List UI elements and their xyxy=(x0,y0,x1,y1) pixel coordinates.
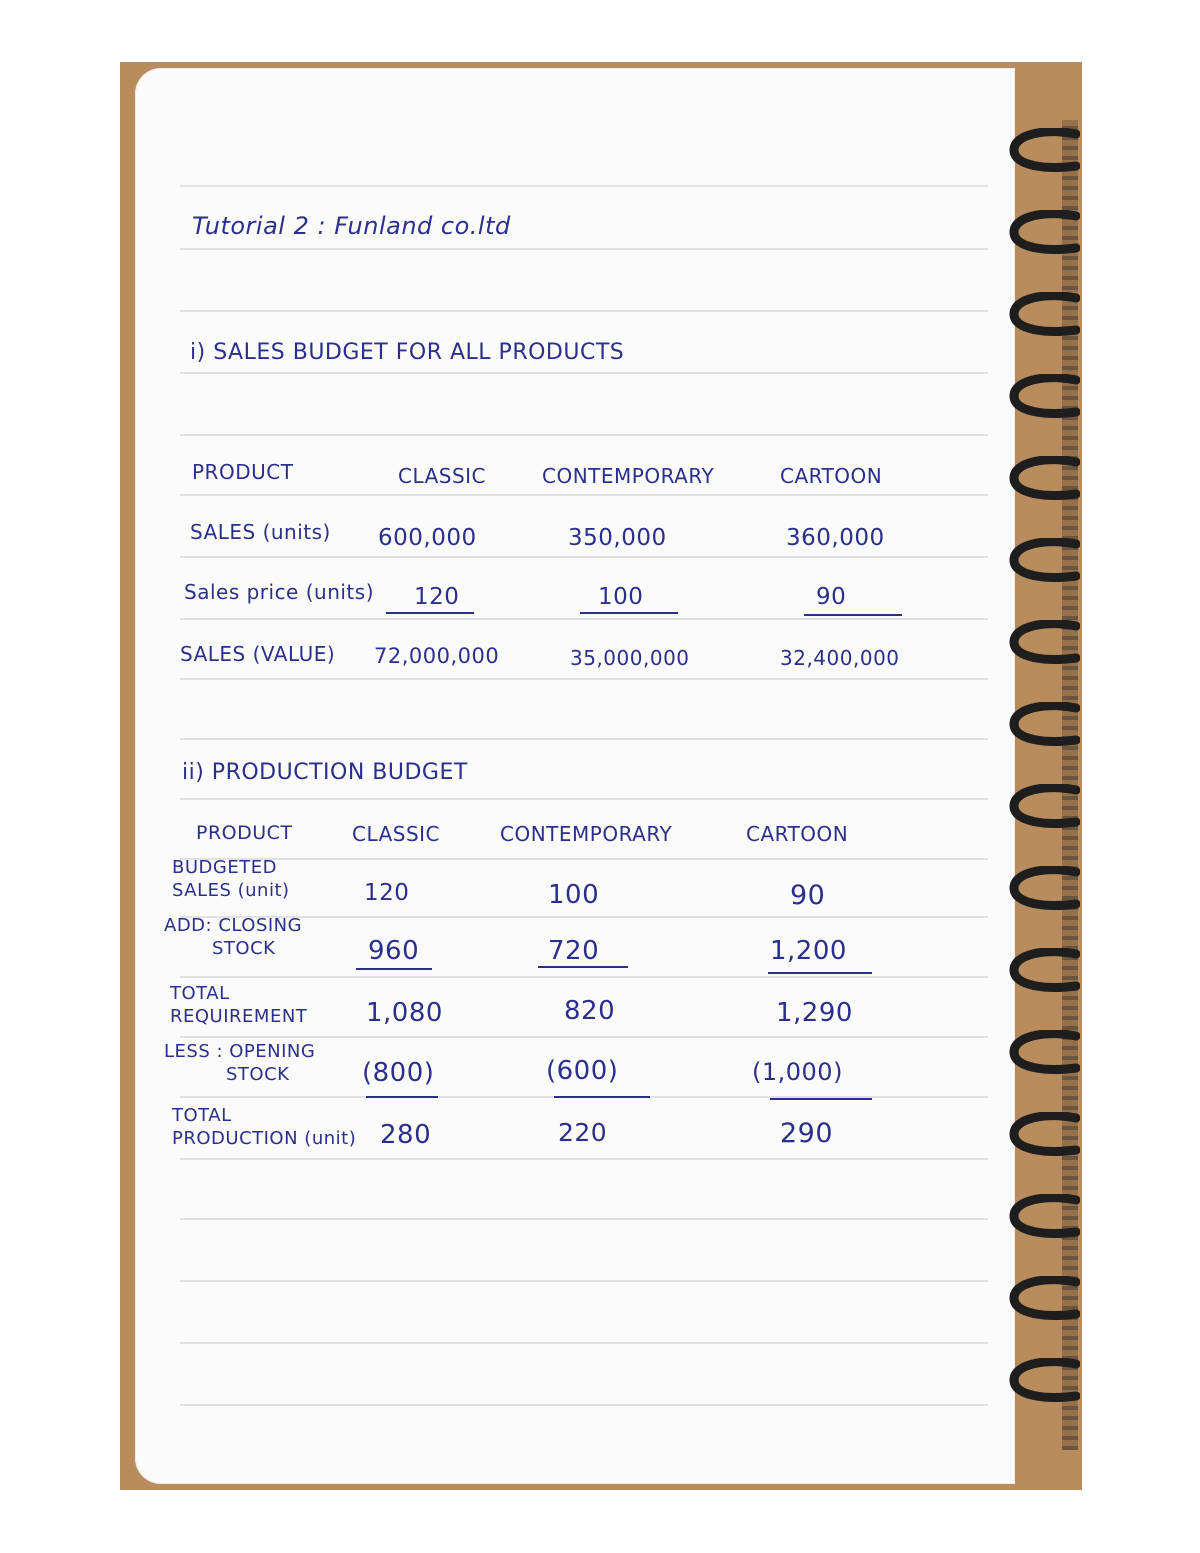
spiral-ring-icon xyxy=(1006,1030,1080,1076)
spiral-ring-icon xyxy=(1006,784,1080,830)
prod-row-label: TOTAL PRODUCTION (unit) xyxy=(172,1105,357,1149)
sales-value-cartoon: 32,400,000 xyxy=(780,646,900,670)
spiral-ring-icon xyxy=(1006,538,1080,584)
sales-row-label: Sales price (units) xyxy=(184,580,374,604)
spiral-ring-icon xyxy=(1006,866,1080,912)
ruled-line xyxy=(180,738,988,740)
production-budget-heading: ii) PRODUCTION BUDGET xyxy=(182,760,468,785)
sales-value-classic: 72,000,000 xyxy=(374,644,500,668)
sales-row-label: SALES (VALUE) xyxy=(180,642,336,666)
spiral-ring-icon xyxy=(1006,702,1080,748)
opening-stock-contemporary: (600) xyxy=(546,1056,619,1086)
opening-stock-classic: (800) xyxy=(362,1058,435,1088)
spiral-ring-icon xyxy=(1006,620,1080,666)
ruled-line xyxy=(180,678,988,680)
spiral-ring-icon xyxy=(1006,1358,1080,1404)
underline xyxy=(386,612,474,614)
sales-units-cartoon: 360,000 xyxy=(786,525,885,551)
prod-col-contemporary: CONTEMPORARY xyxy=(500,822,673,846)
opening-stock-cartoon: (1,000) xyxy=(752,1058,843,1086)
sales-col-product: PRODUCT xyxy=(192,460,294,484)
total-requirement-cartoon: 1,290 xyxy=(776,998,853,1028)
ruled-line xyxy=(180,310,988,312)
ruled-line xyxy=(180,248,988,250)
budgeted-sales-cartoon: 90 xyxy=(790,880,826,911)
sales-units-classic: 600,000 xyxy=(378,525,477,551)
spiral-ring-icon xyxy=(1006,456,1080,502)
spiral-ring-icon xyxy=(1006,1194,1080,1240)
ruled-line xyxy=(180,1404,988,1406)
underline xyxy=(580,612,678,614)
total-requirement-contemporary: 820 xyxy=(564,996,616,1026)
ruled-line xyxy=(180,618,988,620)
prod-row-label: TOTAL REQUIREMENT xyxy=(170,983,308,1027)
closing-stock-cartoon: 1,200 xyxy=(770,936,847,966)
ruled-line xyxy=(180,556,988,558)
total-requirement-classic: 1,080 xyxy=(366,998,443,1028)
prod-row-label: LESS : OPENING STOCK xyxy=(164,1041,316,1085)
spiral-ring-icon xyxy=(1006,128,1080,174)
spiral-ring-icon xyxy=(1006,210,1080,256)
spiral-ring-icon xyxy=(1006,1112,1080,1158)
prod-col-cartoon: CARTOON xyxy=(746,822,849,846)
sales-price-contemporary: 100 xyxy=(598,584,644,610)
sales-row-label: SALES (units) xyxy=(190,520,331,544)
ruled-line xyxy=(180,976,988,978)
sales-units-contemporary: 350,000 xyxy=(568,525,667,551)
underline xyxy=(554,1096,650,1098)
spiral-ring-icon xyxy=(1006,948,1080,994)
underline xyxy=(770,1098,872,1100)
prod-row-label: ADD: CLOSING STOCK xyxy=(164,915,303,959)
total-production-classic: 280 xyxy=(380,1120,432,1150)
underline xyxy=(366,1096,438,1098)
sales-price-classic: 120 xyxy=(414,584,460,610)
spiral-ring-icon xyxy=(1006,1276,1080,1322)
sales-col-cartoon: CARTOON xyxy=(780,464,883,488)
sales-col-classic: CLASSIC xyxy=(398,464,487,488)
ruled-line xyxy=(180,434,988,436)
budgeted-sales-classic: 120 xyxy=(364,880,410,906)
ruled-line xyxy=(180,494,988,496)
underline xyxy=(804,614,902,616)
ruled-line xyxy=(180,1158,988,1160)
spiral-ring-icon xyxy=(1006,374,1080,420)
ruled-line xyxy=(180,1342,988,1344)
ruled-line xyxy=(180,858,988,860)
prod-col-product: PRODUCT xyxy=(196,822,293,844)
ruled-line xyxy=(180,798,988,800)
underline xyxy=(538,966,628,968)
ruled-line xyxy=(180,1036,988,1038)
prod-row-label: BUDGETED SALES (unit) xyxy=(172,857,290,901)
sales-budget-heading: i) SALES BUDGET FOR ALL PRODUCTS xyxy=(190,340,625,365)
ruled-line xyxy=(180,185,988,187)
sales-value-contemporary: 35,000,000 xyxy=(570,646,690,670)
ruled-line xyxy=(180,372,988,374)
underline xyxy=(356,968,432,970)
budgeted-sales-contemporary: 100 xyxy=(548,880,600,910)
closing-stock-contemporary: 720 xyxy=(548,936,600,966)
sales-price-cartoon: 90 xyxy=(816,584,847,610)
spiral-ring-icon xyxy=(1006,292,1080,338)
total-production-contemporary: 220 xyxy=(558,1118,608,1147)
underline xyxy=(768,972,872,974)
sales-col-contemporary: CONTEMPORARY xyxy=(542,464,715,488)
page-title: Tutorial 2 : Funland co.ltd xyxy=(192,212,511,240)
closing-stock-classic: 960 xyxy=(368,936,420,966)
total-production-cartoon: 290 xyxy=(780,1118,834,1149)
ruled-line xyxy=(180,1280,988,1282)
ruled-line xyxy=(180,1218,988,1220)
prod-col-classic: CLASSIC xyxy=(352,822,441,846)
